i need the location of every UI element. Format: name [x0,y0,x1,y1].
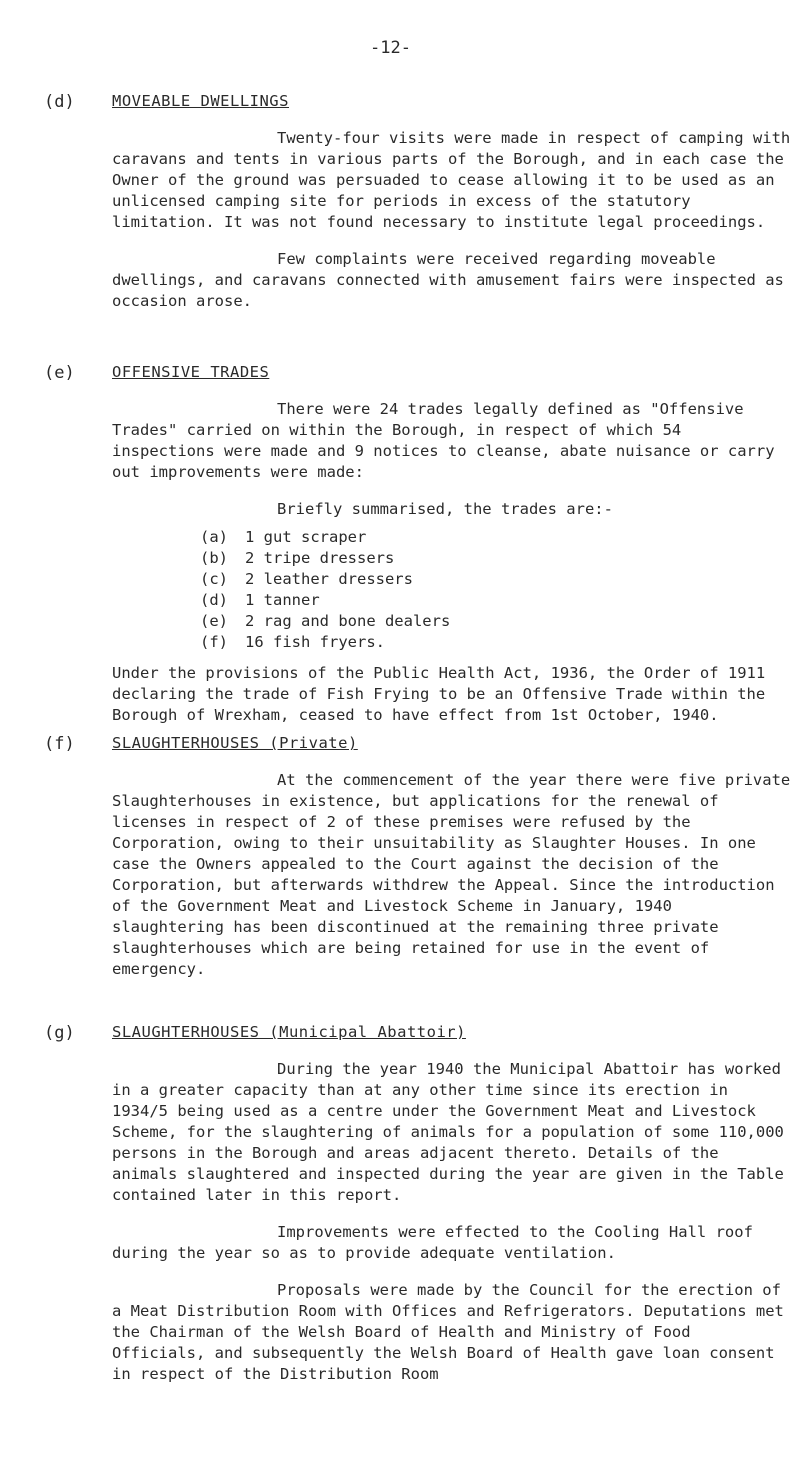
list-item: (f) 16 fish fryers. [200,633,385,651]
paragraph: Twenty-four visits were made in respect of camping with caravans and tents in various parts of the Borough, and in each case the Owner of the ground was persuaded to cease allowing it to be used as an unlicensed camping site for periods in excess of the statutory limitation. It was not found necessary to institute legal proceedings. [112,129,791,231]
section-marker: (f) [44,734,75,754]
section-heading: SLAUGHTERHOUSES (Private) [112,734,358,752]
section-body [112,128,792,328]
trades-list [200,527,450,653]
list-item: (c) 2 leather dressers [200,570,413,588]
paragraph: There were 24 trades legally defined as "Offensive Trades" carried on within the Borough, in respect of which 54 inspections were made and 9 notices to cleanse, abate nuisance or carry out improvements were made: [112,400,775,481]
summary-line: Briefly summarised, the trades are:- [277,500,613,518]
section-body [112,399,792,536]
list-item: (d) 1 tanner [200,591,320,609]
section-marker: (e) [44,363,75,383]
section-marker: (g) [44,1023,75,1043]
paragraph: Proposals were made by the Council for the erection of a Meat Distribution Room with Offices and Refrigerators. Deputations met the Chairman of the Welsh Board of Health and Ministry of Food Officials, and subsequently the Welsh Board of Health gave loan consent in respect of the Distribution Room [112,1281,784,1383]
section-marker: (d) [44,92,75,112]
page-number: -12- [370,38,411,58]
list-item: (b) 2 tripe dressers [200,549,395,567]
paragraph: Under the provisions of the Public Health Act, 1936, the Order of 1911 declaring the trade of Fish Frying to be an Offensive Trade within the Borough of Wrexham, ceased to have effect from 1st October, 1940. [112,664,766,724]
section-body [112,1059,792,1401]
list-item: (e) 2 rag and bone dealers [200,612,451,630]
paragraph: At the commencement of the year there were five private Slaughterhouses in existence, but applications for the renewal of licenses in respect of 2 of these premises were refused by the Corporation, owing to their unsuitability as Slaughter Houses. In one case the Owners appealed to the Court against the decision of the Corporation, but afterwards withdrew the Appeal. Since the introduction of the Government Meat and Livestock Scheme in January, 1940 slaughtering has been discontinued at the remaining three private slaughterhouses which are being retained for use in the event of emergency. [112,771,791,978]
section-body-closing [112,663,792,742]
section-heading: OFFENSIVE TRADES [112,363,270,381]
paragraph: During the year 1940 the Municipal Abattoir has worked in a greater capacity than at any other time since its erection in 1934/5 being used as a centre under the Government Meat and Livestock Scheme, for the slaughtering of animals for a population of some 110,000 persons in the Borough and areas adjacent thereto. Details of the animals slaughtered and inspected during the year are given in the Table contained later in this report. [112,1060,784,1204]
section-body [112,770,792,996]
paragraph: Few complaints were received regarding moveable dwellings, and caravans connected with amusement fairs were inspected as occasion arose. [112,250,784,310]
list-item: (a) 1 gut scraper [200,528,367,546]
section-heading: SLAUGHTERHOUSES (Municipal Abattoir) [112,1023,466,1041]
section-heading: MOVEABLE DWELLINGS [112,92,289,110]
paragraph: Improvements were effected to the Cooling Hall roof during the year so as to provide adequate ventilation. [112,1223,753,1262]
